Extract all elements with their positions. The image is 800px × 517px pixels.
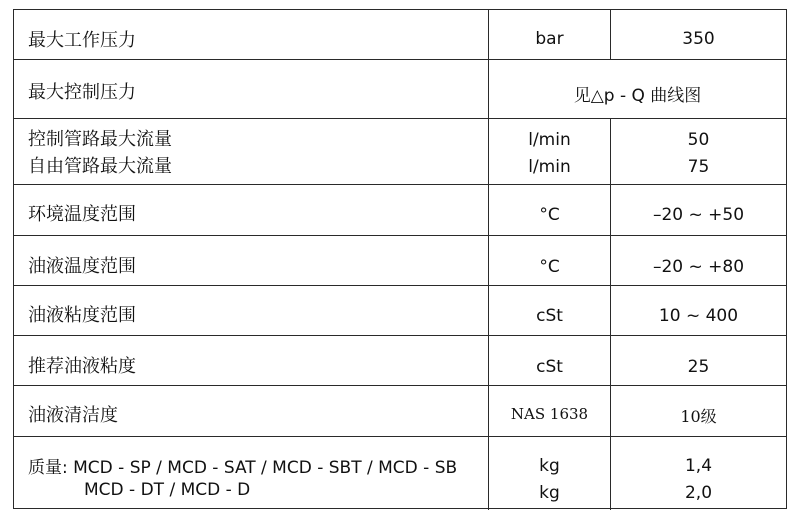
- value-text: 350: [682, 29, 715, 49]
- value-text: 75: [687, 157, 710, 177]
- value-text: 2,0: [684, 483, 713, 503]
- value-text: 10级: [680, 407, 717, 426]
- label-cell: [14, 286, 489, 335]
- unit-text: NAS 1638: [510, 405, 589, 423]
- value-cell: [611, 386, 786, 436]
- value-text: 25: [687, 357, 710, 377]
- value-cell: [611, 336, 786, 385]
- value-text: 1,4: [684, 456, 713, 476]
- label-text: 环境温度范围: [28, 204, 136, 225]
- unit-text: l/min: [528, 130, 571, 150]
- unit-text: cSt: [536, 306, 563, 326]
- table-row-oil-temperature: [14, 236, 786, 286]
- label-text: 油液粘度范围: [28, 305, 136, 326]
- unit-cell: [489, 336, 611, 385]
- value-cell: [611, 437, 786, 510]
- table-row-max-control-pressure: [14, 60, 786, 119]
- curve-reference-text: 见△p - Q 曲线图: [573, 86, 702, 106]
- unit-text: °C: [539, 205, 560, 225]
- value-text: –20 ~ +50: [652, 205, 745, 225]
- unit-text: cSt: [536, 357, 563, 377]
- label-text: MCD - DT / MCD - D: [84, 480, 251, 500]
- unit-cell: [489, 286, 611, 335]
- value-cell: [611, 10, 786, 59]
- unit-cell: [489, 10, 611, 59]
- value-text: –20 ~ +80: [652, 257, 745, 277]
- label-text: 油液温度范围: [28, 256, 136, 277]
- table-row-max-working-pressure: [14, 10, 786, 60]
- table-row-ambient-temperature: [14, 185, 786, 236]
- table-row-weight: [14, 437, 786, 510]
- unit-text: kg: [539, 456, 560, 476]
- label-cell: [14, 437, 489, 510]
- unit-text: bar: [535, 29, 564, 49]
- label-cell: [14, 119, 489, 184]
- label-text: 最大控制压力: [28, 82, 136, 103]
- label-text: 质量: MCD - SP / MCD - SAT / MCD - SBT / MCD - SB: [28, 458, 458, 478]
- label-cell: [14, 236, 489, 285]
- unit-cell: [489, 386, 611, 436]
- value-cell: [611, 286, 786, 335]
- label-cell: [14, 386, 489, 436]
- value-cell: [611, 236, 786, 285]
- unit-text: °C: [539, 257, 560, 277]
- table-row-oil-cleanliness: [14, 386, 786, 437]
- value-cell: [611, 185, 786, 235]
- label-cell: [14, 60, 489, 118]
- unit-cell: [489, 236, 611, 285]
- label-text: 自由管路最大流量: [28, 156, 172, 177]
- table-row-oil-viscosity-range: [14, 286, 786, 336]
- label-cell: [14, 336, 489, 385]
- table-row-recommended-viscosity: [14, 336, 786, 386]
- unit-cell: [489, 185, 611, 235]
- label-text: 最大工作压力: [28, 30, 136, 51]
- label-text: 推荐油液粘度: [28, 356, 136, 377]
- table-row-max-flow: [14, 119, 786, 185]
- label-text: 控制管路最大流量: [28, 129, 172, 150]
- merged-value-cell: [489, 60, 786, 118]
- label-cell: [14, 185, 489, 235]
- label-cell: [14, 10, 489, 59]
- value-text: 10 ~ 400: [658, 306, 739, 326]
- unit-cell: [489, 437, 611, 510]
- value-cell: [611, 119, 786, 184]
- spec-table: [13, 9, 787, 509]
- unit-text: l/min: [528, 157, 571, 177]
- unit-cell: [489, 119, 611, 184]
- label-text: 油液清洁度: [28, 405, 118, 426]
- value-text: 50: [687, 130, 710, 150]
- unit-text: kg: [539, 483, 560, 503]
